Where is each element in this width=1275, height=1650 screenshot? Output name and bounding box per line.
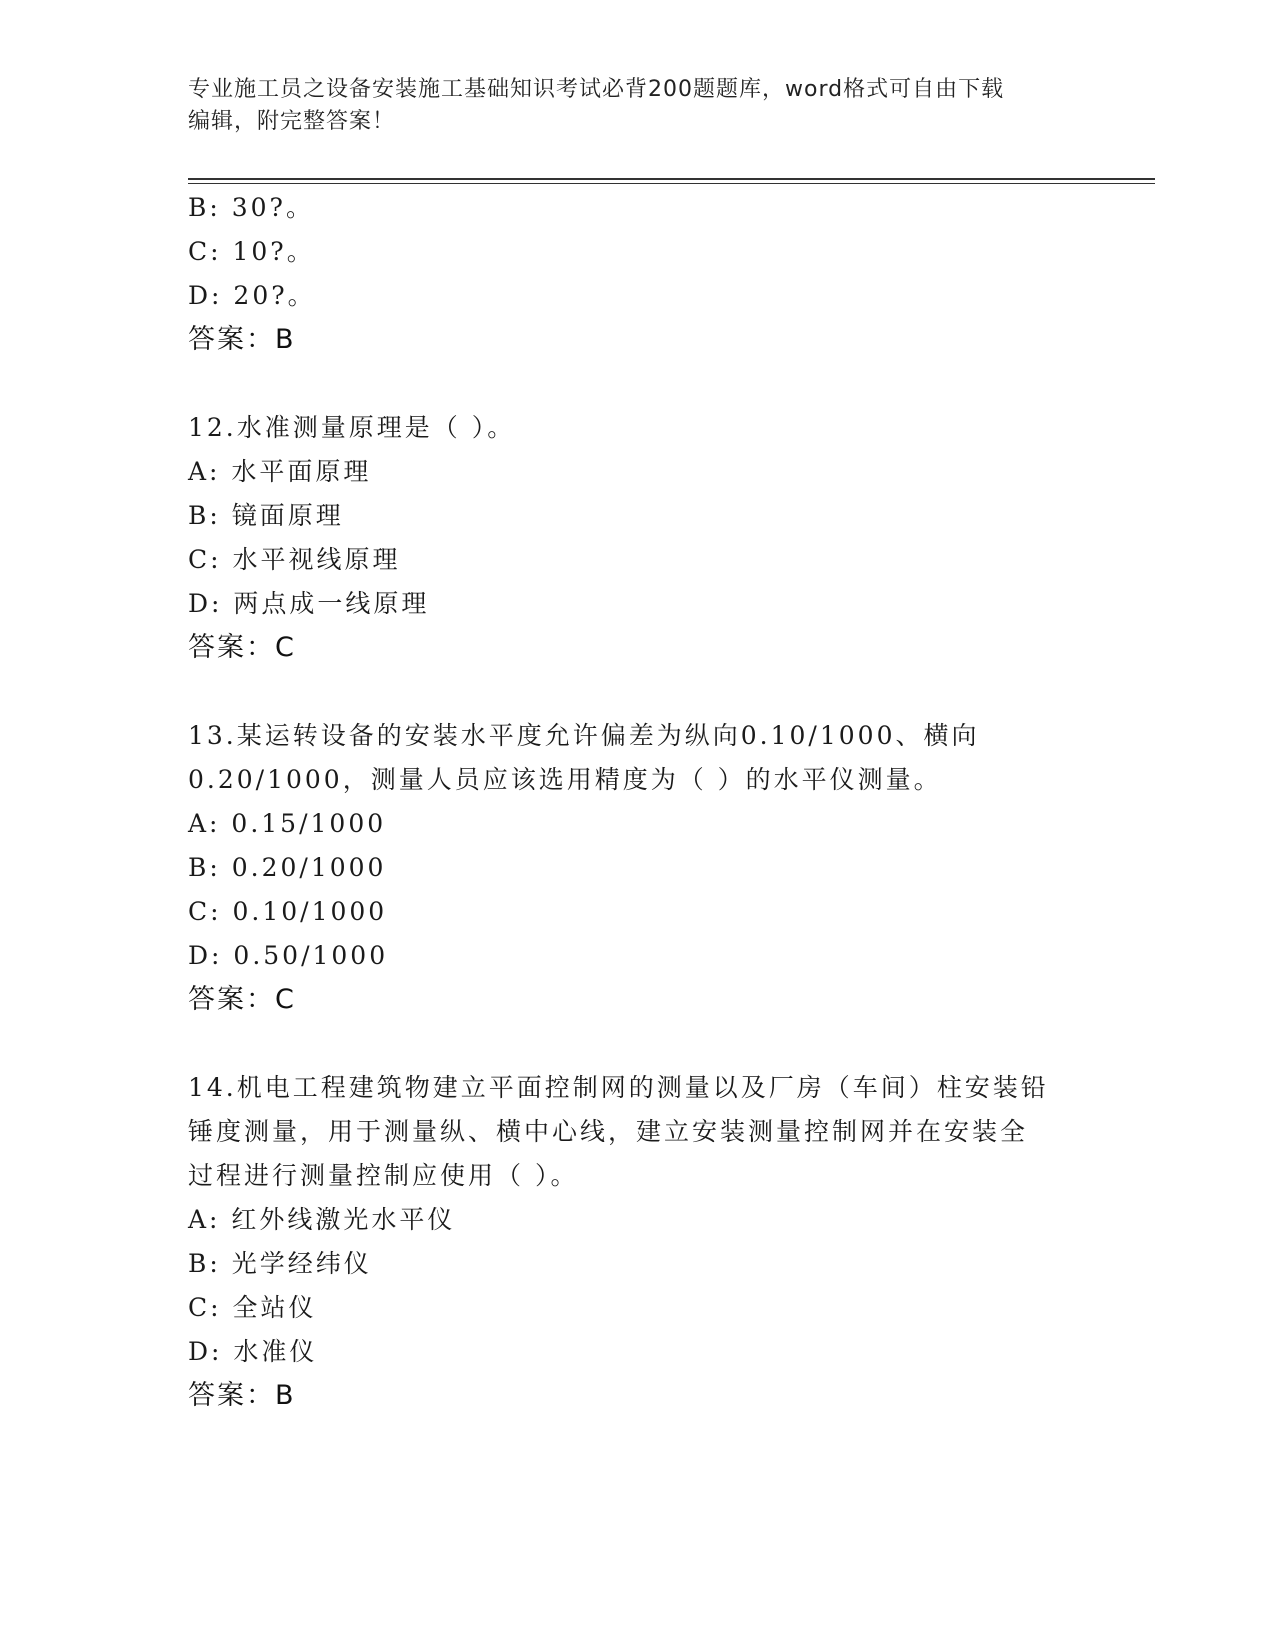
q13-option-b: B: 0.20/1000 [188, 853, 387, 882]
q12-stem: 12.水准测量原理是（ ）。 [188, 413, 516, 442]
q11-answer: 答案：B [188, 324, 296, 355]
q11-option-d: D: 20?。 [188, 281, 316, 310]
q13-option-a: A: 0.15/1000 [188, 809, 387, 838]
header-line-1: 专业施工员之设备安装施工基础知识考试必背200题题库，word格式可自由下载 [188, 77, 1005, 102]
q13-stem-line-1: 13.某运转设备的安装水平度允许偏差为纵向0.10/1000、横向 [188, 721, 980, 750]
header-line-2: 编辑，附完整答案！ [188, 109, 396, 134]
q14-answer: 答案：B [188, 1380, 296, 1411]
q12-option-a: A: 水平面原理 [188, 457, 372, 486]
q13-option-c: C: 0.10/1000 [188, 897, 388, 926]
q14-option-c: C: 全站仪 [188, 1293, 317, 1322]
q14-stem-line-1: 14.机电工程建筑物建立平面控制网的测量以及厂房（车间）柱安装铅 [188, 1073, 1049, 1102]
q12-option-c: C: 水平视线原理 [188, 545, 401, 574]
q13-answer: 答案：C [188, 984, 296, 1015]
q12-option-d: D: 两点成一线原理 [188, 589, 430, 618]
q14-option-d: D: 水准仪 [188, 1337, 318, 1366]
q14-stem-line-3: 过程进行测量控制应使用（ ）。 [188, 1161, 579, 1190]
q14-stem-line-2: 锤度测量，用于测量纵、横中心线，建立安装测量控制网并在安装全 [188, 1117, 1029, 1146]
q13-option-d: D: 0.50/1000 [188, 941, 389, 970]
q13-stem-line-2: 0.20/1000，测量人员应该选用精度为（ ）的水平仪测量。 [188, 765, 942, 794]
q11-option-b: B: 30?。 [188, 193, 314, 222]
header-divider [188, 178, 1155, 184]
document-header [188, 74, 1088, 138]
q12-answer: 答案：C [188, 632, 296, 663]
q12-option-b: B: 镜面原理 [188, 501, 344, 530]
q11-option-c: C: 10?。 [188, 237, 315, 266]
q14-option-b: B: 光学经纬仪 [188, 1249, 372, 1278]
q14-option-a: A: 红外线激光水平仪 [188, 1205, 456, 1234]
